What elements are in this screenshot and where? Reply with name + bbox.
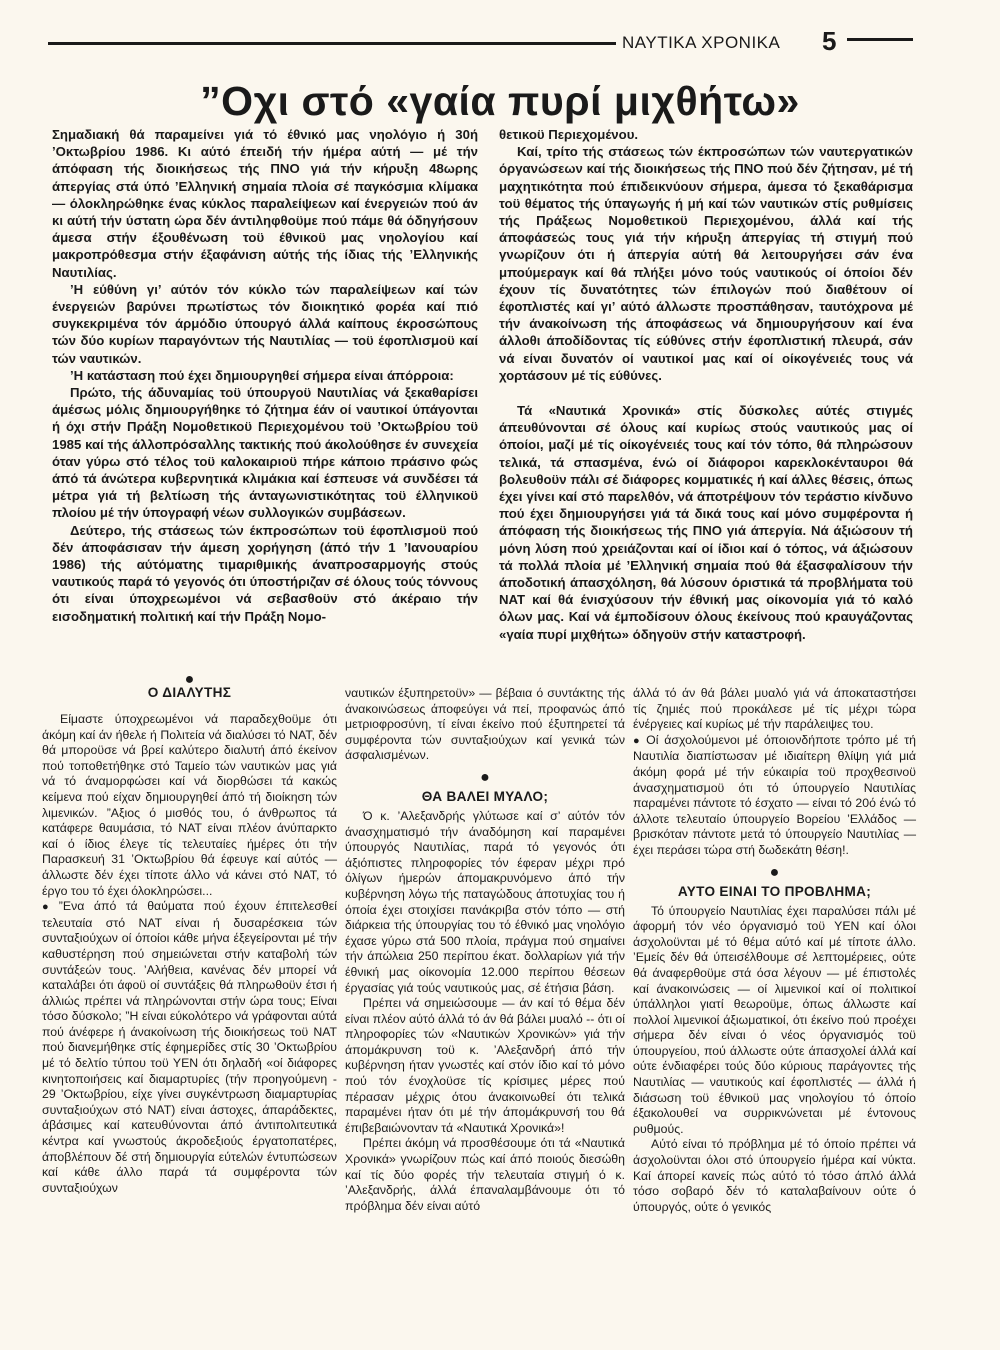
column-provlima bbox=[633, 686, 916, 1215]
bullet-text: ”Ενα άπό τά θαύματα πού έχουν έπιτελεσθεί τελευταία στό ΝΑΤ είναι ή δυσαρέσκεια τών συνταξιούχων οί όποίοι κάθε μήνα έξεγείρονται μέ τήν καθυστέρηση πού σημειώνεται στήν καταβολή τών συντάξεών τους. ’Αλήθεια, κανένας δέν μπορεί νά καταλάβει ότι άφοϋ οί συντάξεις θά πληρωθοϋν έτσι ή άλλιώς πρέπει νά πληρώνονται στήν ώρα τους; Είναι τόσο δύσκολο; ”Η είναι εύκολότερο νά γράφονται αύτά πού άνέφερε ή άνακοίνωση τής διοικήσεως τοϋ ΝΑΤ πού διανεμήθηκε στίς έφημερίδες στίς 30 ’Οκτωβρίου μέ τό δελτίο τύπου τοϋ ΥΕΝ ότι δηλαδή «οί διάφορες κινητοποιήσεις καί διαμαρτυρίες (τήν προηγούμενη - 29 ’Οκτωβρίου, είχε γίνει συγκέντρωση διαμαρτυρίας συνταξιούχων στό ΝΑΤ) είναι άστοχες, άπαράδεκτες, άβάσιμες καί κατευθύνονται άπό άντιπολιτευτικά κέντρα καί γνωστούς άκροδεξιούς έργατοπατέρες, άποβλέπουν δέ στή δημιουργία εύτελών έντυπώσεων καί κάθε άλλο παρά τά συμφέροντα τών συνταξιούχων bbox=[42, 899, 337, 1195]
lead-paragraph: θετικοϋ Περιεχομένου. bbox=[499, 127, 639, 142]
headline: ”Οχι στό «γαία πυρί μιχθήτω» bbox=[200, 78, 800, 124]
header-rule-left bbox=[48, 42, 616, 45]
bullet-paragraph bbox=[42, 899, 337, 1196]
lead-paragraph: ’Η εύθύνη γι’ αύτόν τόν κύκλο τών παραλείψεων καί τών ένεργειών βαρύνει πρωτίστως τόν διοικητικό φορέα καί πιό συγκεκριμένα τόν άρμόδιο ύπουργό άλλά καίπους έκροσώπους τών δύο κυρίων παραγόντων τής Ναυτιλίας — τοϋ έφοπλισμοϋ καί τών ναυτικών. bbox=[52, 281, 478, 366]
header-rule-right bbox=[847, 38, 913, 41]
lead-paragraph: ’Η κατάσταση πού έχει δημιουργηθεί σήμερα είναι άπόρροια: bbox=[70, 367, 454, 383]
lead-paragraph: Δεύτερο, τής στάσεως τών έκπροσώπων τοϋ έφοπλισμοϋ πού δέν άποφάσισαν τήν άμεση χορήγηση (άπό τήν 1 ’Ιανουαρίου 1986) τής αύτόματης τιμαριθμικής άναπροσαρμογής στούς ναυτικούς παρά τό γεγονός ότι ύποστήριζαν σέ όλους τούς τόννους ότι είναι ύποχρεωμένοι νά σεβασθοϋν στό άκέραιο τήν εισοδηματική πολιτική καί τήν Πράξη Νομο- bbox=[52, 522, 478, 624]
lead-paragraph: Σημαδιακή θά παραμείνει γιά τό έθνικό μας νηολόγιο ή 30ή ’Οκτωβρίου 1986. Κι αύτό έπειδή τήν ήμέρα αύτή — μέ τήν άπόφαση τής διοικήσεως τής ΠΝΟ γιά τήν κήρυξη 48ωρης άπεργίας στά ύπό ’Ελληνική σημαία πλοία σέ παγκόσμια κλίμακα — όλοκληρώθηκε ένας κύκλος παραλείψεων καί ένεργειών πού άν κι αύτή τήν ύστατη ώρα δέν άντιληφθοϋμε πού πάμε θά όδηγήσουν άμεσα στήν έξουθένωση τοϋ έθνικοϋ μας νηολογίου καί μακροπρόθεσμα στήν έξαφάνιση αύτής τής ίδιας τής ’Ελληνικής Ναυτιλίας. bbox=[52, 127, 478, 280]
section-dot-icon: ● bbox=[480, 768, 490, 786]
column-dialytis bbox=[42, 671, 337, 1196]
lead-paragraph: Καί, τρίτο τής στάσεως τών έκπροσώπων τών ναυτεργατικών όργανώσεων καί τής διοικήσεως τής ΠΝΟ πού δέν ζήτησαν, μέ τή μαχητικότητα πού έπιδεικνύουν σήμερα, άμεσα τό ξεκαθάρισμα τοϋ θέματος τής ύπαγωγής ή μή καί τών ναυτικών στίς ρυθμίσεις τής Πράξεως Νομοθετικοϋ Περιεχομένου, άλλά καί τής άποφάσεώς τους γιά τήν κήρυξη άπεργίας τή στιγμή πού γνωρίζουν ότι ή άπεργία αύτή θά λειτουργήσει σάν ένα μπούμεραγκ καί θά πλήξει μόνο τούς ναυτικούς οί όποίοι δέν έχουν τίς δυνατότητες τών έπιλογών πού διαθέτουν οί έφοπλιστές καί γι’ αύτό άλλωστε προσπάθησαν, ταυτόχρονα μέ τήν άνακοίνωση τής άποφάσεως νά δημιουργήσουν καί ένα άλλοθι άποδίδοντας τίς εύθύνες στήν έφοπλιστική πλευρά, σάν νά είναι δυνατόν οί ναυτικοί μας καί οί οίκογένειές τους νά χορτάσουν μέ τίς εύθύνες. bbox=[499, 144, 913, 383]
page-number: 5 bbox=[822, 26, 837, 56]
lead-column-left bbox=[52, 126, 478, 625]
bullet-dot-icon: ● bbox=[42, 901, 55, 914]
section-title-dialytis: Ο ΔΙΑΛΥΤΗΣ bbox=[147, 685, 232, 700]
article-paragraph: Είμαστε ύποχρεωμένοι νά παραδεχθοϋμε ότι άκόμη καί άν ήθελε ή Πολιτεία νά διαλύσει τό ΝΑΤ, δέν θά μποροϋσε νά βρεί καλύτερο διαλυτή άπό έκείνον πού τοποθετήθηκε στό Ταμείο τών ναυτικών μας γιά νά τό άναμορφώσει καί νά διορθώσει τά κακώς κείμενα πού είχαν δημιουργηθεί άπό τή διοίκηση τών λιμενικών. ”Αξιος ό μισθός του, ό άνθρωπος τά κατάφερε θαυμάσια, τό ΝΑΤ είναι πλέον άνύπαρκτο καί ό ίδιος έλεγε τίς τελευταίες ήμέρες ότι τήν Παρασκευή 31 ’Οκτωβρίου θά έφευγε καί αύτός — άλλωστε δέν έχει τίποτε άλλο νά κάνει στό ΝΑΤ, τό έργο του τό έχει όλοκληρώσει... bbox=[42, 712, 337, 898]
article-paragraph: Πρέπει νά σημειώσουμε — άν καί τό θέμα δέν είναι πλέον αύτό άλλά τό άν θά βάλει μυαλό -- ότι οί πληροφορίες τών «Ναυτικών Χρονικών» γιά τήν άπομάκρυνση τοϋ κ. ’Αλεξανδρή άπό τήν κυβέρνηση ήταν γνωστές καί στόν ίδιο καί τό μόνο πού τόν ένοχλοϋσε τίς κρίσιμες μέρες πού πέρασαν μέχρις ότου άνακοινωθεί ότι τελικά παραμένει ήταν ότι μέ τήν άπομάκρυνσή του θά έπιβεβαιώνονταν τά «Ναυτικά Χρονικά»! bbox=[345, 996, 625, 1135]
publication-name: ΝΑΥΤΙΚΑ ΧΡΟΝΙΚΑ bbox=[622, 33, 781, 52]
bullet-dot-icon: ● bbox=[633, 734, 643, 747]
section-dot-icon: ● bbox=[769, 863, 780, 881]
continuation-paragraph: ναυτικών έξυπηρετοϋν» — βέβαια ό συντάκτης τής άνακοινώσεως άποφεύγει νά πεί, προφανώς άπό μετριοφροσύνη, τί είναι έκείνο πού έξυπηρετεί τά συμφέροντα τών συνταξιούχων καί γενικά τών άσφαλισμένων. bbox=[345, 686, 625, 763]
bullet-paragraph bbox=[633, 733, 916, 859]
article-paragraph: Ό κ. ’Αλεξανδρής γλύτωσε καί σ’ αύτόν τόν άνασχηματισμό τήν άναδόμηση καί παραμένει ύπουργός Ναυτιλίας, παρά τό γεγονός ότι άξιόπιστες πληροφορίες τόν έφεραν μέχρι πρό όλίγων ήμερών άπομακρυνόμενο άπό τήν κυβέρνηση λόγω τής παταγώδους άποτυχίας του ή όποία έχει στοιχίσει πανάκριβα στόν τόπο — στή διάρκεια τής ύπουργίας του τό έθνικό μας νηολόγιο έχασε γύρω στά 500 πλοία, πράγμα πού σημαίνει τήν άπώλεια 250 περίπου έκατ. δολλαρίων γιά τήν έθνική μας οίκονομία 12.000 περίπου θέσεων έργασίας γιά τούς ναυτικούς μας, σέ έτήσια βάση. bbox=[345, 808, 625, 995]
lead-paragraph: Πρώτο, τής άδυναμίας τοϋ ύπουργοϋ Ναυτιλίας νά ξεκαθαρίσει άμέσως μόλις δημιουργήθηκε τό ζήτημα έάν οί ναυτικοί ύπάγονται ή όχι στήν Πράξη Νομοθετικοϋ Περιεχομένου τοϋ ’Οκτωβρίου τοϋ 1985 καί τής άλλοπρόσαλλης τακτικής πού άκολούθησε έν συνεχεία όταν γύρω στό τέλος τοϋ καλοκαιριοϋ πήρε κάποιο πράσινο φώς άπό τά άνώτερα κυβερνητικά κλιμάκια καί έσπευσε νά συνδέσει τά μέτρα γιά τή βελτίωση τής άνταγωνιστικότητας τοϋ έλληνικοϋ πλοίου μέ τήν ύπογραφή νέων συλλογικών συμβάσεων. bbox=[52, 385, 478, 521]
article-paragraph: Τό ύπουργείο Ναυτιλίας έχει παραλύσει πάλι μέ άφορμή τόν νέο όργανισμό τοϋ ΥΕΝ καί όλοι άσχολοϋνται μέ τό θέμα αύτό καί μέ τίποτε άλλο. ’Εμείς δέν θά ύπεισέλθουμε σέ λεπτομέρειες, ούτε θά άναφερθοϋμε στά όσα λέγουν — μέ έπιστολές καί άνακοινώσεις — οί λιμενικοί καί οί πολιτικοί ύπάλληλοι γιατί θεωροϋμε, όπως άλλωστε καί πολλοί λιμενικοί άξιωματικοί, ότι έκείνο πού προέχει σήμερα δέν είναι ό νέος όργανισμός τοϋ ύπουργείου, πού άλλωστε ούτε άπασχολεί άλλά καί ούτε ένδιαφέρει τούς δύο κύριους παράγοντες τής Ναυτιλίας — ναυτικούς καί έφοπλιστές — άλλά ή διάσωση τοϋ έθνικοϋ μας νηολογίου τό όποίο έξακολουθεί να συρρικνώνεται μέ έντονους ρυθμούς. bbox=[633, 903, 916, 1136]
bullet-text: Οί άσχολούμενοι μέ όποιονδήποτε τρόπο μέ τή Ναυτιλία διαπίστωσαν μέ ιδιαίτερη θλίψη γιά μιά άκόμη φορά μέ τήν εύκαιρία τοϋ προχθεσινοϋ άνασχηματισμοϋ ότι τό ύπουργείο Ναυτιλίας παραμένει πάντοτε τό έσχατο — είναι τό 20ό ένώ τό άλλοτε τελευταίο ύπουργείο Βορείου ’Ελλάδος — βρισκόταν πάντοτε μετά τό ύπουργείο Ναυτιλίας — έχει περάσει τώρα στή δωδεκάτη θέση!. bbox=[633, 732, 916, 857]
continuation-paragraph: άλλά τό άν θά βάλει μυαλό γιά νά άποκαταστήσει τίς ζημιές πού προκάλεσε μέ τίς μέχρι τώρα ένέργειες καί κυρίως μέ τήν παράλειψες του. bbox=[633, 686, 916, 732]
section-title-myalo: ΘΑ ΒΑΛΕΙ ΜΥΑΛΟ; bbox=[421, 788, 549, 804]
section-dot-icon: ● bbox=[184, 671, 195, 688]
section-title-provlima: ΑΥΤΟ ΕΙΝΑΙ ΤΟ ΠΡΟΒΛΗΜΑ; bbox=[677, 883, 872, 899]
column-tha-valei-myalo bbox=[345, 686, 625, 1214]
article-paragraph: Πρέπει άκόμη νά προσθέσουμε ότι τά «Ναυτικά Χρονικά» γνωρίζουν πώς καί άπό ποιούς διεσώθη καί τίς δύο φορές τήν τελευταία στιγμή ό κ. ’Αλεξανδρής, άλλά έπαναλαμβάνουμε ότι τό πρόβλημα δέν είναι αύτό bbox=[345, 1136, 625, 1213]
appeal-paragraph: Τά «Ναυτικά Χρονικά» στίς δύσκολες αύτές στιγμές άπευθύνονται σέ όλους καί κυρίως στούς ναυτικούς μας οί όποίοι, μαζί μέ τίς οίκογένειές τους καί τόν τόπο, θά πληρώσουν τελικά, τά σπασμένα, ένώ οί διάφοροι καρεκλοκένταυροι θά βολευθοϋν πάλι σέ διάφορες κομματικές ή καί άλλες θέσεις, όπως έχει γίνει καί στό παρελθόν, νά άποτρέψουν τόν τεράστιο κίνδυνο πού έχει δημιουργήσει γιά τά δικά τους καί μόνο συμφέροντα ή άπόφαση τής διοικήσεως τής ΠΝΟ γιά άπεργία. Νά άξιώσουν τή μόνη λύση πού χρειάζονται καί οί ίδιοι καί ό τόπος, νά άξιώσουν τά πολλά πλοία μέ ’Ελληνική σημαία πού θά έξασφαλίσουν τήν άποδοτική άπασχόληση, θά λύσουν όριστικά τά προβλήματα τοϋ ΝΑΤ καί θά ένισχύσουν τήν έθνική μας οίκονομία γιά τό καλό όλων μας. Καί νά έμποδίσουν όλους έκείνους πού κραυγάζοντας «γαία πυρί μιχθήτω» όδηγοϋν στήν καταστροφή. bbox=[499, 403, 913, 642]
article-paragraph: Αύτό είναι τό πρόβλημα μέ τό όποίο πρέπει νά άσχολοϋνται όλοι στό ύπουργείο ήμέρα καί νύκτα. Καί άπορεί κανείς πώς αύτό τό τόσο άπλό άλλά τόσο σοβαρό δέν τό καταλαβαίνουν ούτε ό ύπουργός, ούτε ό γενικός bbox=[633, 1137, 916, 1214]
lead-column-right bbox=[499, 126, 913, 643]
